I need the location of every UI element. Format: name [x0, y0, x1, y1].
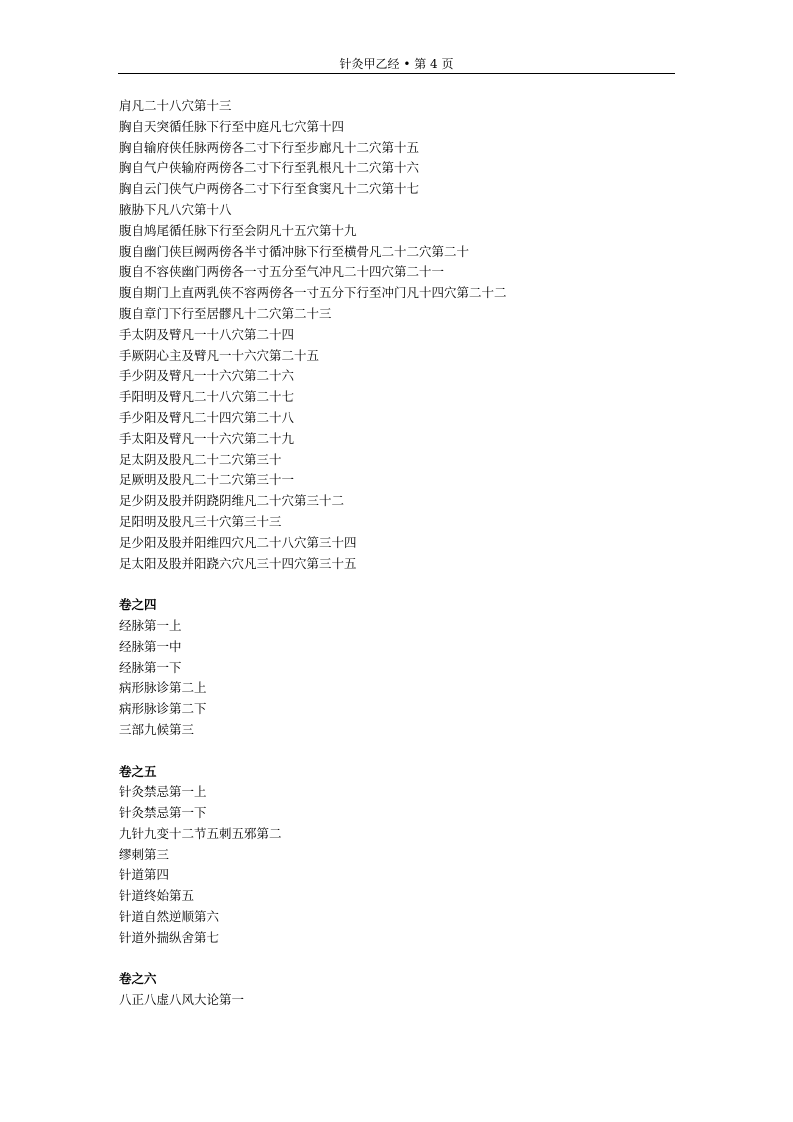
toc-entry: 经脉第一上	[119, 617, 182, 633]
section-heading: 卷之六	[119, 971, 157, 987]
section-heading: 卷之五	[119, 763, 157, 779]
toc-entry: 腹自期门上直两乳侠不容两傍各一寸五分下行至冲门凡十四穴第二十二	[119, 285, 507, 301]
toc-entry: 针道自然逆顺第六	[119, 909, 220, 925]
toc-entry: 足阳明及股凡三十穴第三十三	[119, 513, 282, 529]
table-of-contents	[119, 96, 679, 1011]
toc-entry: 手少阴及臂凡一十六穴第二十六	[119, 368, 295, 384]
toc-entry: 胸自输府侠任脉两傍各二寸下行至步廊凡十二穴第十五	[119, 139, 420, 155]
toc-section	[119, 96, 679, 574]
toc-entry: 腹自章门下行至居髎凡十二穴第二十三	[119, 305, 332, 321]
toc-entry: 手厥阴心主及臂凡一十六穴第二十五	[119, 347, 320, 363]
toc-entry: 腋胁下凡八穴第十八	[119, 201, 232, 217]
toc-entry: 经脉第一下	[119, 659, 182, 675]
toc-section	[119, 949, 679, 1011]
toc-section	[119, 574, 679, 740]
toc-section	[119, 741, 679, 949]
section-spacer	[119, 949, 679, 970]
toc-entry: 九针九变十二节五刺五邪第二	[119, 825, 282, 841]
toc-entry: 针道外揣纵舍第七	[119, 929, 220, 945]
toc-entry: 腹自鸠尾循任脉下行至会阴凡十五穴第十九	[119, 222, 357, 238]
toc-entry: 腹自幽门侠巨阙两傍各半寸循冲脉下行至横骨凡二十二穴第二十	[119, 243, 470, 259]
toc-entry: 三部九候第三	[119, 721, 195, 737]
toc-entry: 手太阳及臂凡一十六穴第二十九	[119, 430, 295, 446]
section-spacer	[119, 741, 679, 762]
toc-entry: 八正八虚八风大论第一	[119, 992, 245, 1008]
toc-entry: 足厥明及股凡二十二穴第三十一	[119, 472, 295, 488]
toc-entry: 腹自不容侠幽门两傍各一寸五分至气冲凡二十四穴第二十一	[119, 264, 445, 280]
toc-entry: 足少阳及股并阳维四穴凡二十八穴第三十四	[119, 534, 357, 550]
toc-entry: 针灸禁忌第一上	[119, 784, 207, 800]
toc-entry: 胸自气户侠输府两傍各二寸下行至乳根凡十二穴第十六	[119, 160, 420, 176]
toc-entry: 病形脉诊第二下	[119, 701, 207, 717]
toc-entry: 足太阳及股并阳跷六穴凡三十四穴第三十五	[119, 555, 357, 571]
toc-entry: 针道终始第五	[119, 888, 195, 904]
page-header: 针灸甲乙经 • 第 4 页	[339, 57, 454, 71]
toc-entry: 经脉第一中	[119, 638, 182, 654]
toc-entry: 针灸禁忌第一下	[119, 805, 207, 821]
header-divider	[118, 73, 675, 74]
toc-entry: 肩凡二十八穴第十三	[119, 98, 232, 113]
section-heading: 卷之四	[119, 597, 157, 613]
toc-entry: 胸自天突循任脉下行至中庭凡七穴第十四	[119, 118, 345, 134]
toc-entry: 缪刺第三	[119, 846, 170, 862]
toc-entry: 手阳明及臂凡二十八穴第二十七	[119, 389, 295, 405]
toc-entry: 胸自云门侠气户两傍各二寸下行至食窦凡十二穴第十七	[119, 181, 420, 197]
toc-entry: 手太阴及臂凡一十八穴第二十四	[119, 326, 295, 342]
toc-entry: 足少阴及股并阴跷阴维凡二十穴第三十二	[119, 493, 345, 509]
toc-entry: 针道第四	[119, 867, 170, 883]
toc-entry: 手少阳及臂凡二十四穴第二十八	[119, 409, 295, 425]
toc-entry: 病形脉诊第二上	[119, 680, 207, 696]
section-spacer	[119, 574, 679, 595]
toc-entry: 足太阴及股凡二十二穴第三十	[119, 451, 282, 467]
